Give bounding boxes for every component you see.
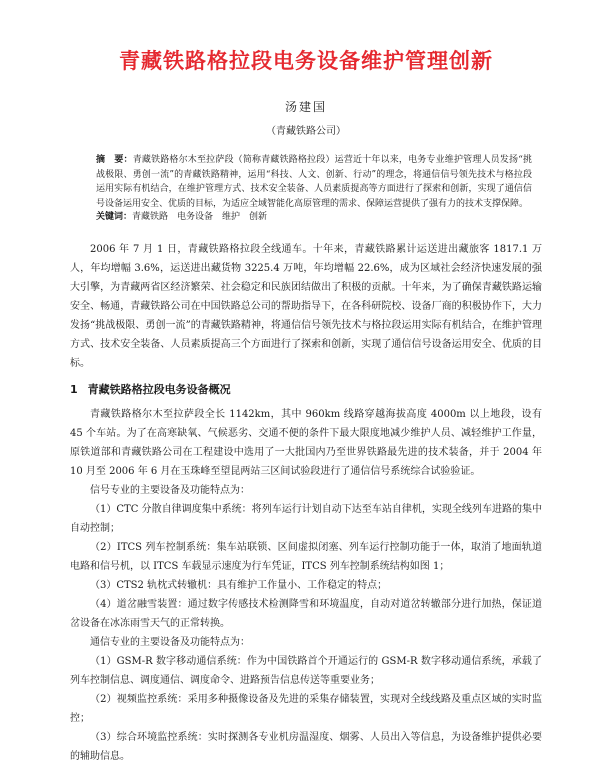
paper-title: 青藏铁路格拉段电务设备维护管理创新 [119, 49, 493, 73]
abstract [96, 153, 532, 211]
body-text [70, 240, 542, 766]
author-name: 汤建国 [284, 100, 327, 114]
list-item-snow-melting: （4）道岔融雪装置：通过数字传感技术检测降雪和环境温度，自动对道岔转辙部分进行加热，保证道岔设备在冰冻雨雪天气的正常转换。 [70, 599, 542, 629]
list-item-itcs: （2）ITCS 列车控制系统：集车站联锁、区间虚拟闭塞、列车运行控制功能于一体，取消了地面轨道电路和信号机，以 ITCS 车载显示速度为行车凭证，ITCS 列车控制系统结构如图 1； [70, 542, 542, 572]
paragraph-overview: 青藏铁路格尔木至拉萨段全长 1142km，其中 960km 线路穿越海拔高度 4000m 以上地段，设有 45 个车站。为了在高寒缺氧、气候恶劣、交通不便的条件下最大限度地减少维护人员、减轻维护工作量，原铁道部和青藏铁路公司在工程建设中选用了一大批国内乃至世界铁路最先进的技术装备，并于 2004 年 10 月至 2006 年 6 月在玉珠峰至望昆两站三区间试验段进行了通信信号系统综合试验验证。 [70, 409, 542, 477]
keywords-label: 关键词： [96, 212, 133, 222]
list-item-video: （2）视频监控系统：采用多种摄像设备及先进的采集存储装置，实现对全线线路及重点区域的实时监控； [70, 694, 542, 724]
list-item-gsmr: （1）GSM-R 数字移动通信系统：作为中国铁路首个开通运行的 GSM-R 数字移动通信系统，承载了列车控制信息、调度通信、调度命令、进路预告信息传送等重要业务； [70, 656, 542, 686]
abstract-label: 摘 要： [96, 155, 133, 165]
section-number: 1 [70, 383, 78, 396]
section-title: 青藏铁路格拉段电务设备概况 [87, 383, 231, 396]
list-item-ctc: （1）CTC 分散自律调度集中系统：将列车运行计划自动下达至车站自律机，实现全线列车进路的集中自动控制； [70, 504, 542, 534]
list-item-cts2: （3）CTS2 轨枕式转辙机：具有维护工作量小、工作稳定的特点； [90, 580, 388, 591]
paragraph-signal-intro: 信号专业的主要设备及功能特点为： [90, 485, 250, 496]
keywords-text: 青藏铁路 电务设备 维护 创新 [132, 212, 268, 222]
intro-paragraph: 2006 年 7 月 1 日，青藏铁路格拉段全线通车。十年来，青藏铁路累计运送进出藏旅客 1817.1 万人，年均增幅 3.6%，运送进出藏货物 3225.4 万吨，年均增幅 22.6%，成为区域社会经济快速发展的强大引擎，为青藏两省区经济繁荣、社会稳定和民族团结做出了积极的贡献。十年来，为了确保青藏铁路运输安全、畅通，青藏铁路公司在中国铁路总公司的帮助指导下，在各科研院校、设备厂商的积极协作下，大力发扬“挑战极限、勇创一流”的青藏铁路精神，将通信信号领先技术与格拉段运用实际有机结合，在维护管理方式、技术安全装备、人员素质提高三个方面进行了探索和创新，实现了通信信号设备运用安全、优质的目标。 [70, 244, 542, 369]
abstract-text: 青藏铁路格尔木至拉萨段（简称青藏铁路格拉段）运营近十年以来，电务专业维护管理人员发扬“挑战极限、勇创一流”的青藏铁路精神，运用“科技、人文、创新、行动”的理念，将通信信号领先技术与格拉段运用实际有机结合，在维护管理方式、技术安全装备、人员素质提高等方面进行了探索和创新，实现了通信信号设备运用安全、优质的目标，为适应全域智能化高原管理的需求、保障运营提供了强有力的技术支撑保障。 [96, 155, 532, 209]
section-heading [70, 381, 542, 399]
author-affiliation: （青藏铁路公司） [266, 126, 346, 137]
list-item-environment: （3）综合环境监控系统：实时探测各专业机房温湿度、烟雾、人员出入等信息，为设备维护提供必要的辅助信息。 [70, 732, 542, 762]
paragraph-comm-intro: 通信专业的主要设备及功能特点为： [90, 637, 250, 648]
keywords [96, 211, 532, 224]
